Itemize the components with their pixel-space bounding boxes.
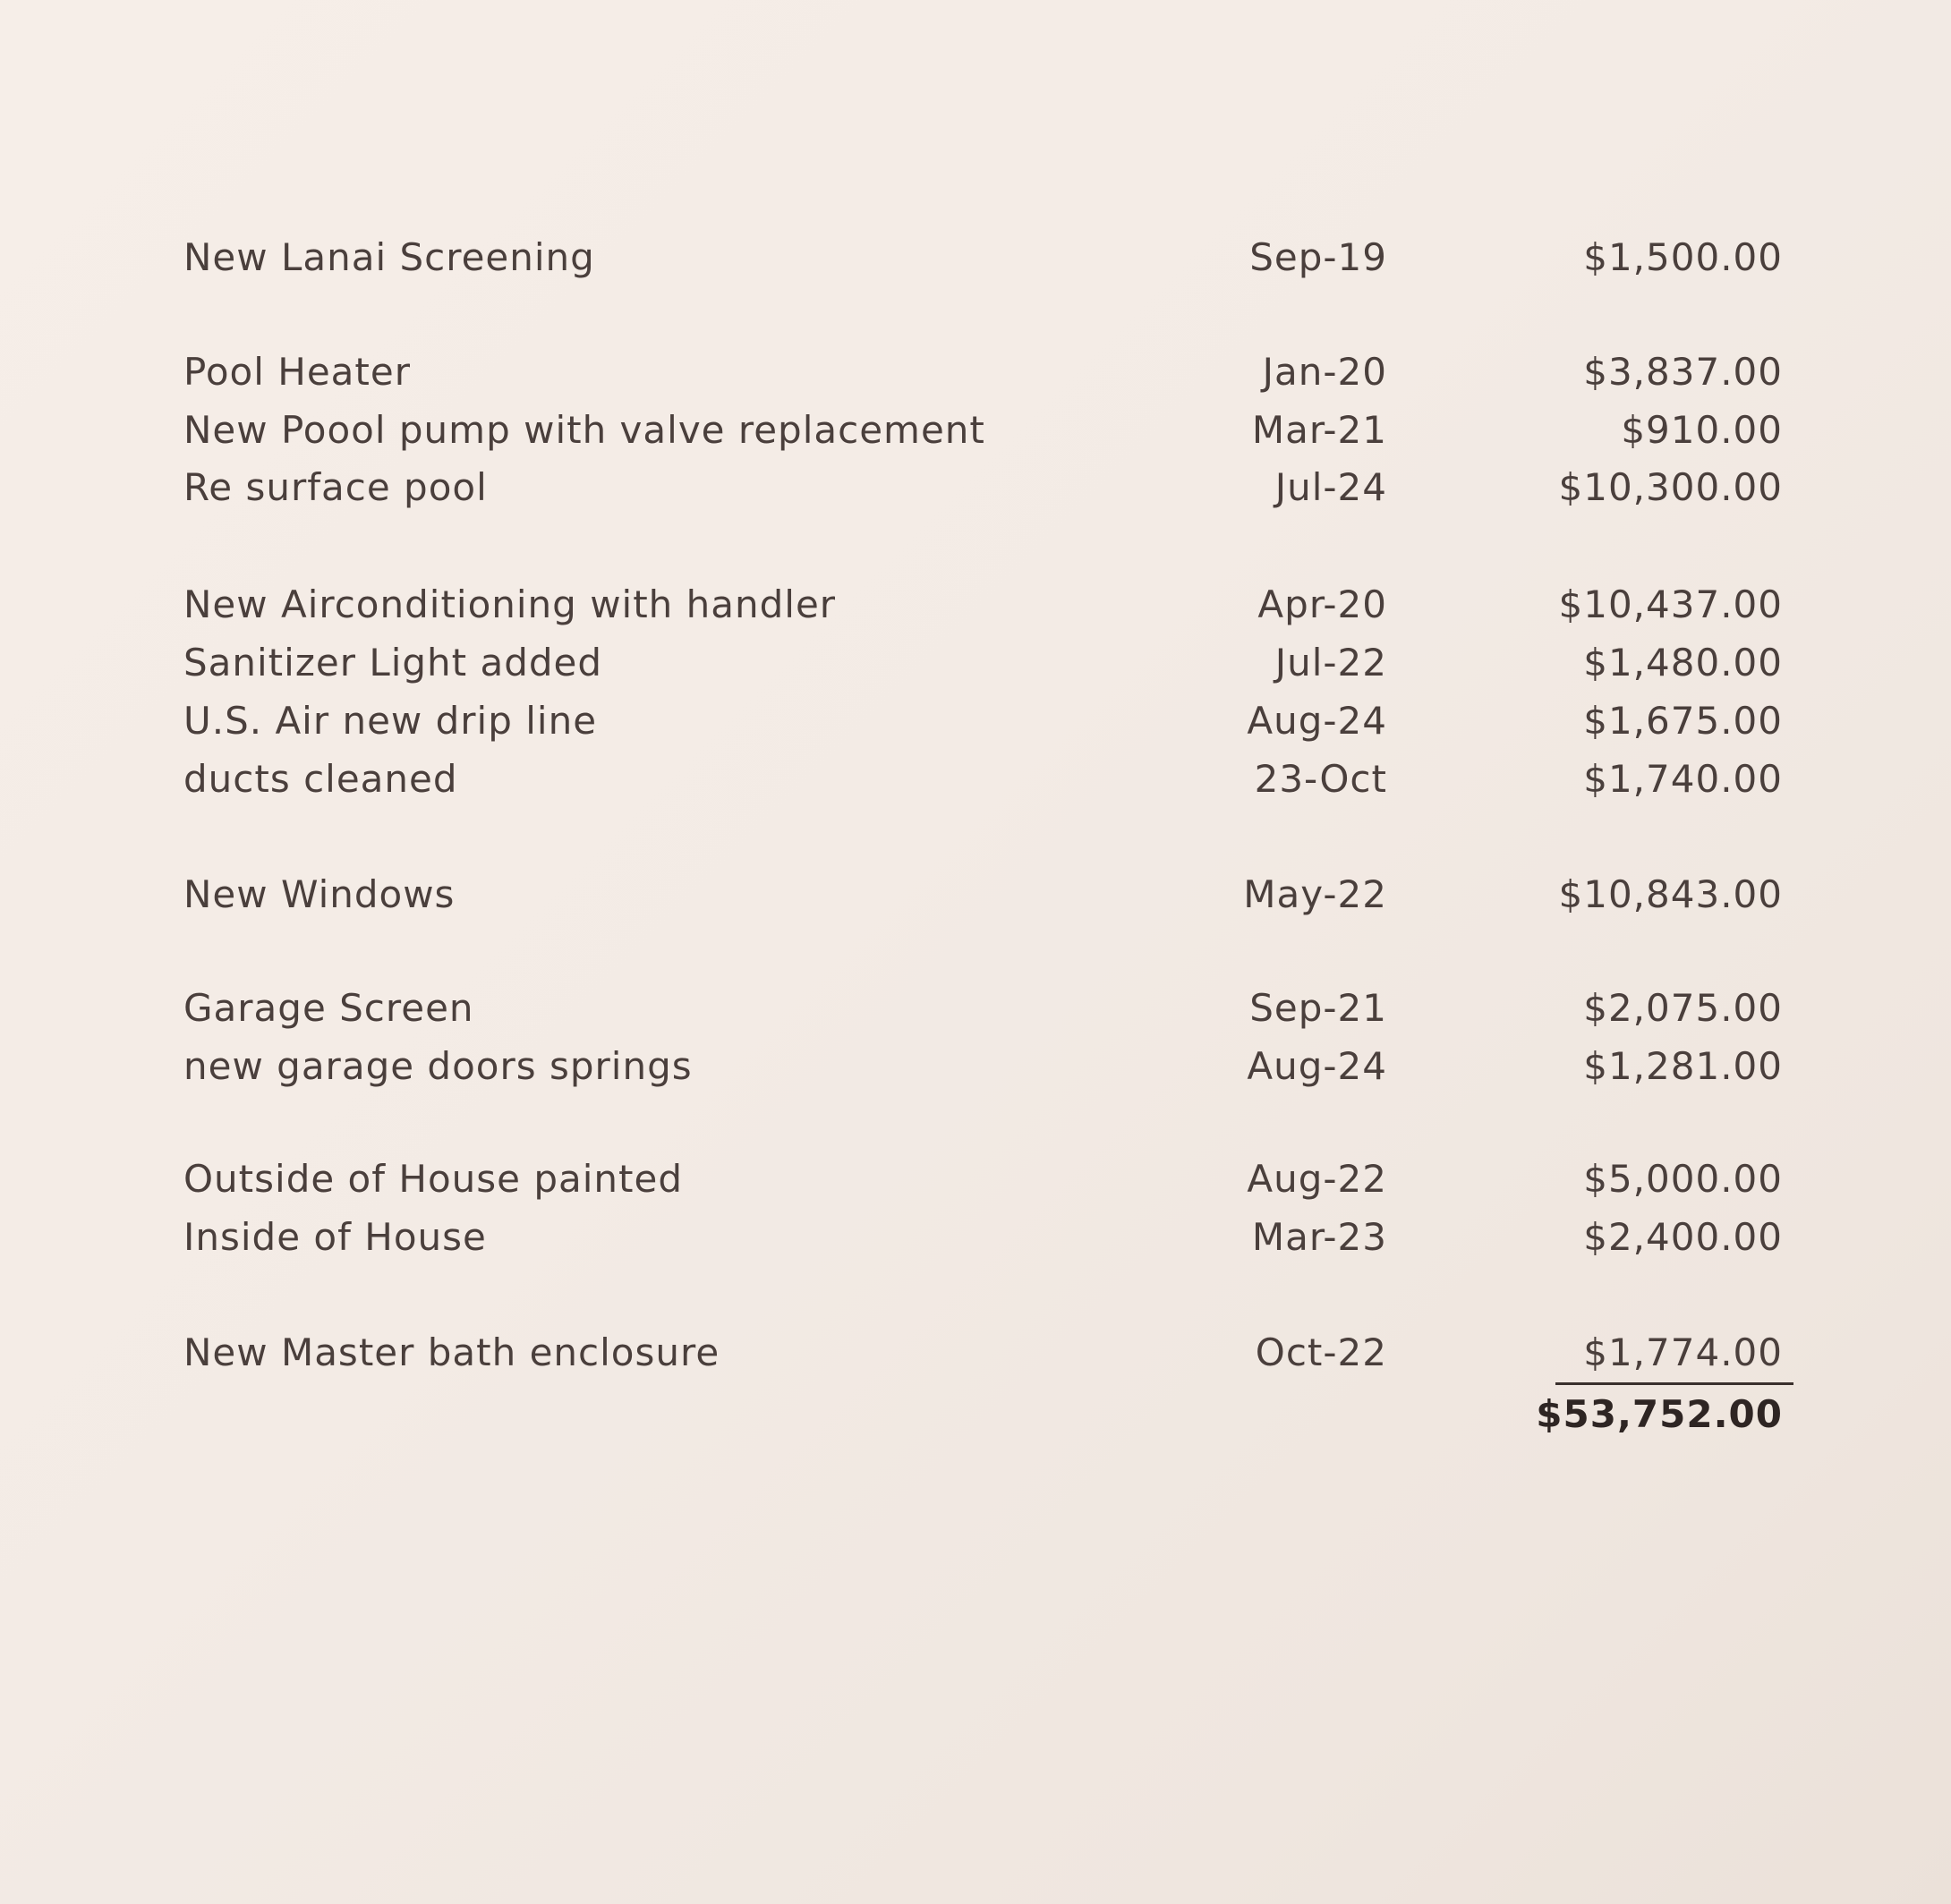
- item-description: U.S. Air new drip line: [183, 699, 598, 743]
- item-description: Inside of House: [183, 1215, 487, 1259]
- item-date: Jul-22: [1274, 641, 1387, 684]
- item-date: Sep-19: [1249, 235, 1387, 279]
- item-date: Mar-21: [1251, 408, 1387, 452]
- item-date: Mar-23: [1251, 1215, 1387, 1259]
- list-item: [0, 1150, 1951, 1209]
- item-description: Sanitizer Light added: [183, 641, 603, 684]
- item-description: Re surface pool: [183, 465, 488, 509]
- item-date: Apr-20: [1257, 582, 1387, 626]
- list-item: [0, 575, 1951, 634]
- item-description: new garage doors springs: [183, 1044, 693, 1088]
- item-amount: $10,843.00: [1558, 872, 1783, 916]
- list-item: [0, 228, 1951, 287]
- item-date: Jan-20: [1262, 350, 1387, 394]
- item-date: Aug-24: [1247, 699, 1387, 743]
- item-amount: $10,300.00: [1558, 465, 1783, 509]
- item-description: New Poool pump with valve replacement: [183, 408, 985, 452]
- list-item: [0, 343, 1951, 402]
- item-amount: $1,740.00: [1583, 757, 1783, 801]
- list-item: [0, 1323, 1951, 1382]
- list-item: [0, 750, 1951, 809]
- item-date: Sep-21: [1249, 986, 1387, 1030]
- item-date: Aug-24: [1247, 1044, 1387, 1088]
- item-description: New Master bath enclosure: [183, 1330, 720, 1374]
- item-amount: $1,500.00: [1583, 235, 1783, 279]
- item-date: Aug-22: [1247, 1157, 1387, 1201]
- item-amount: $1,281.00: [1583, 1044, 1783, 1088]
- item-amount: $1,480.00: [1583, 641, 1783, 684]
- list-item: [0, 1037, 1951, 1096]
- list-item: [0, 458, 1951, 517]
- item-date: May-22: [1243, 872, 1387, 916]
- item-date: Jul-24: [1274, 465, 1387, 509]
- item-amount: $1,675.00: [1583, 699, 1783, 743]
- list-item: [0, 401, 1951, 460]
- list-item: [0, 865, 1951, 924]
- item-amount: $910.00: [1621, 408, 1783, 452]
- item-description: Garage Screen: [183, 986, 474, 1030]
- list-item: [0, 692, 1951, 751]
- item-description: Outside of House painted: [183, 1157, 684, 1201]
- item-amount: $2,400.00: [1583, 1215, 1783, 1259]
- list-item: [0, 1208, 1951, 1267]
- item-amount: $10,437.00: [1558, 582, 1783, 626]
- item-amount: $5,000.00: [1583, 1157, 1783, 1201]
- item-description: New Airconditioning with handler: [183, 582, 837, 626]
- item-description: ducts cleaned: [183, 757, 458, 801]
- item-amount: $2,075.00: [1583, 986, 1783, 1030]
- item-amount: $3,837.00: [1583, 350, 1783, 394]
- item-description: Pool Heater: [183, 350, 411, 394]
- item-description: New Windows: [183, 872, 456, 916]
- list-item: [0, 979, 1951, 1038]
- total-amount: $53,752.00: [1536, 1392, 1783, 1436]
- list-item: [0, 633, 1951, 693]
- item-description: New Lanai Screening: [183, 235, 595, 279]
- item-date: Oct-22: [1255, 1330, 1387, 1374]
- item-amount: $1,774.00: [1583, 1330, 1783, 1374]
- item-date: 23-Oct: [1254, 757, 1387, 801]
